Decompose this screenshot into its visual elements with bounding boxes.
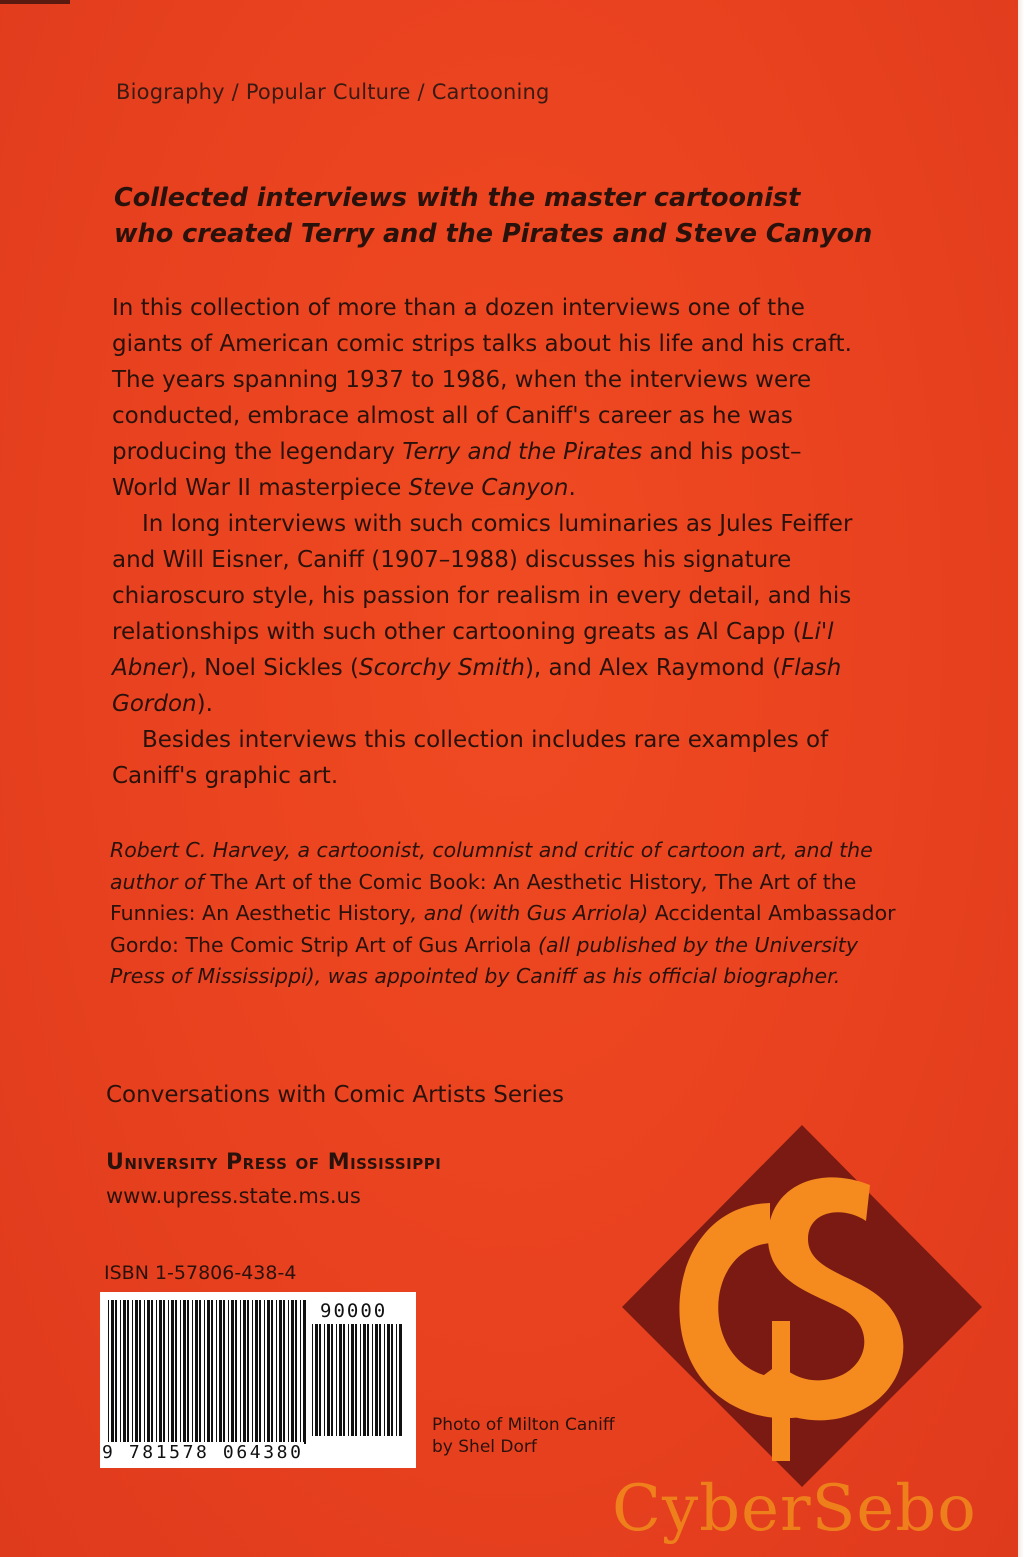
barcode-bar — [108, 1300, 109, 1444]
barcode-bar — [163, 1300, 165, 1444]
barcode-bar — [324, 1324, 325, 1436]
author-bio: Robert C. Harvey, a cartoonist, columnist and critic of cartoon art, and the author of The Art of the Comic Book: An Aesthetic History, The Art of the Funnies: An Aesthetic History, and (with Gus Arriola) Accidental Ambassador Gordo: The Comic Strip Art of Gus Arriola (all published by the University Press of Mississippi), was appointed by Caniff as his official biographer. — [110, 838, 896, 988]
barcode-bar — [391, 1324, 393, 1436]
barcode-bar — [235, 1300, 237, 1444]
barcode-bar — [276, 1300, 277, 1444]
barcode-bar — [339, 1324, 342, 1436]
description-paragraph-2: In long interviews with such comics luminaries as Jules Feiffer and Will Eisner, Caniff (1907–1988) discusses his signature chiaroscuro style, his passion for realism in every detail, and his relationships with such other cartooning greats as Al Capp (Li'l Abner), Noel Sickles (Scorchy Smith), and Alex Raymond (Flash Gordon). — [112, 511, 853, 717]
barcode-ean-number: 9 781578 064380 — [102, 1442, 304, 1463]
barcode-bar — [343, 1324, 345, 1436]
tagline-line-1: Collected interviews with the master cartoonist — [114, 183, 801, 213]
page-edge — [1018, 0, 1024, 1557]
barcode-bar — [379, 1324, 381, 1436]
barcode-bar — [375, 1324, 378, 1436]
barcode-bar — [132, 1300, 133, 1444]
barcode-addon-number: 90000 — [320, 1300, 388, 1322]
barcode-bar — [327, 1324, 330, 1436]
barcode-bar — [147, 1300, 150, 1444]
barcode-bar — [111, 1300, 114, 1444]
barcode-bar — [187, 1300, 189, 1444]
barcode-bar — [123, 1300, 126, 1444]
barcode-bar — [291, 1300, 294, 1444]
barcode-bar — [159, 1300, 162, 1444]
barcode-bar — [271, 1300, 273, 1444]
tagline-line-2: who created Terry and the Pirates and Steve Canyon — [114, 219, 873, 249]
barcode-bar — [223, 1300, 225, 1444]
barcode-bar — [252, 1300, 253, 1444]
barcode-bar — [355, 1324, 357, 1436]
barcode-bar — [384, 1324, 385, 1436]
barcode-bar — [367, 1324, 369, 1436]
barcode-bar — [288, 1300, 289, 1444]
barcode-bar — [195, 1300, 198, 1444]
barcode-bar — [231, 1300, 234, 1444]
description-paragraph-1: In this collection of more than a dozen interviews one of the giants of American comic strips talks about his life and his craft. The years spanning 1937 to 1986, when the interviews were conducted, embrace almost all of Caniff's career as he was producing the legendary Terry and the Pirates and his post–World War II masterpiece Steve Canyon. — [112, 295, 852, 501]
barcode-bar — [279, 1300, 282, 1444]
barcode-bar — [156, 1300, 157, 1444]
publisher-name: University Press of Mississippi — [106, 1150, 442, 1175]
barcode-bar — [336, 1324, 337, 1436]
barcode-bar — [247, 1300, 249, 1444]
barcode-bar — [255, 1300, 258, 1444]
barcode-bar — [360, 1324, 361, 1436]
barcode-bar — [363, 1324, 366, 1436]
photo-credit-line-2: by Shel Dorf — [432, 1437, 537, 1457]
barcode-bar — [135, 1300, 138, 1444]
barcode-bar — [312, 1324, 313, 1436]
barcode-bar — [372, 1324, 373, 1436]
barcode-bar — [216, 1300, 217, 1444]
logo-diamond — [622, 1125, 982, 1487]
barcode-bar — [243, 1300, 246, 1444]
barcode-bar — [315, 1324, 318, 1436]
barcode-bar — [295, 1300, 297, 1444]
description — [112, 290, 860, 794]
tagline — [114, 180, 914, 252]
barcode-bar — [264, 1300, 265, 1444]
barcode — [100, 1292, 416, 1468]
barcode-bar — [171, 1300, 174, 1444]
watermark-text: CyberSebo — [612, 1472, 977, 1546]
isbn-number: ISBN 1-57806-438-4 — [104, 1262, 297, 1284]
barcode-bar — [303, 1300, 306, 1444]
barcode-bar — [207, 1300, 210, 1444]
barcode-bar — [180, 1300, 181, 1444]
barcode-bar — [192, 1300, 193, 1444]
ean-barcode-bars — [106, 1300, 306, 1444]
cover-edge-mark — [0, 0, 70, 4]
barcode-bar — [396, 1324, 397, 1436]
barcode-bar — [300, 1300, 301, 1444]
category-label: Biography / Popular Culture / Cartooning — [116, 80, 550, 104]
barcode-bar — [283, 1300, 285, 1444]
barcode-bar — [348, 1324, 349, 1436]
addon-barcode-bars — [310, 1324, 402, 1436]
barcode-bar — [139, 1300, 141, 1444]
photo-credit-line-1: Photo of Milton Caniff — [432, 1415, 615, 1435]
barcode-bar — [175, 1300, 177, 1444]
cs-logo-icon — [620, 1125, 985, 1490]
barcode-bar — [151, 1300, 153, 1444]
barcode-bar — [351, 1324, 354, 1436]
barcode-bar — [228, 1300, 229, 1444]
barcode-bar — [211, 1300, 213, 1444]
barcode-bar — [115, 1300, 117, 1444]
publisher-website: www.upress.state.ms.us — [106, 1184, 361, 1208]
barcode-bar — [219, 1300, 222, 1444]
barcode-bar — [240, 1300, 241, 1444]
barcode-bar — [204, 1300, 205, 1444]
barcode-bar — [399, 1324, 402, 1436]
logo-stem — [772, 1321, 790, 1461]
barcode-bar — [183, 1300, 186, 1444]
barcode-bar — [259, 1300, 261, 1444]
barcode-bar — [127, 1300, 129, 1444]
barcode-bar — [120, 1300, 121, 1444]
barcode-bar — [199, 1300, 201, 1444]
barcode-bar — [168, 1300, 169, 1444]
series-name: Conversations with Comic Artists Series — [106, 1082, 564, 1108]
barcode-bar — [331, 1324, 333, 1436]
barcode-bar — [267, 1300, 270, 1444]
barcode-bar — [144, 1300, 145, 1444]
barcode-bar — [387, 1324, 390, 1436]
barcode-bar — [319, 1324, 321, 1436]
photo-credit — [432, 1414, 615, 1458]
description-paragraph-3: Besides interviews this collection includes rare examples of Caniff's graphic art. — [112, 727, 829, 789]
